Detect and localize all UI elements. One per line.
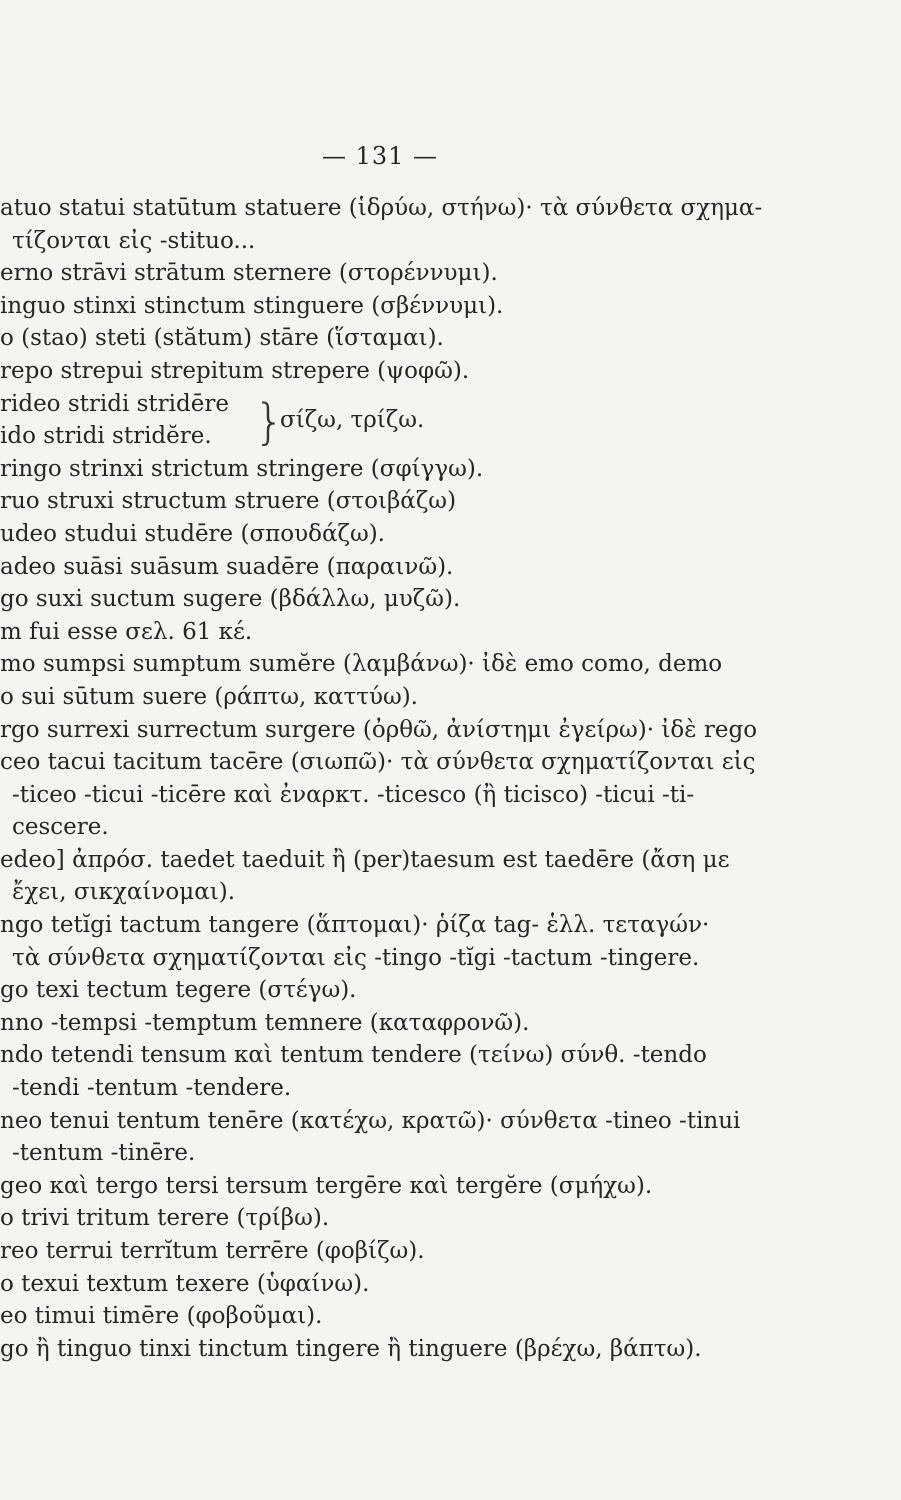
text-line: inguo stinxi stinctum stinguere (σβέννυμι).: [0, 292, 504, 319]
text-line: repo strepui strepitum strepere (ψοφῶ).: [0, 357, 470, 384]
text-line: τὰ σύνθετα σχηματίζονται εἰς -tingo -tĭgi -tactum -tingere.: [12, 944, 700, 971]
text-lines-top: [0, 192, 800, 388]
text-line: o sui sūtum suere (ράπτω, καττύω).: [0, 683, 418, 710]
text-line: edeo] ἀπρόσ. taedet taeduit ἢ (per)taesum est taedēre (ἄση με: [0, 846, 730, 873]
brace-gloss: σίζω, τρίζω.: [280, 406, 425, 433]
page-number: — 131 —: [321, 142, 439, 170]
text-line: eo timui timēre (φοβοῦμαι).: [0, 1303, 323, 1330]
text-line: adeo suāsi suāsum suadēre (παραινῶ).: [0, 553, 454, 580]
text-line: erno strāvi strātum sternere (στορέννυμι).: [0, 260, 498, 287]
text-line: o (stao) steti (stătum) stāre (ἵσταμαι).: [0, 325, 444, 352]
text-body: [0, 192, 800, 1365]
text-line: ndo tetendi tensum καὶ tentum tendere (τείνω) σύνθ. -tendo: [0, 1042, 707, 1069]
text-line: atuo statui statūtum statuere (ἱδρύω, στήνω)· τὰ σύνθετα σχημα-: [0, 195, 763, 221]
text-line: neo tenui tentum tenēre (κατέχω, κρατῶ)· σύνθετα -tineo -tinui: [0, 1107, 741, 1134]
text-line: nno -tempsi -temptum temnere (καταφρονῶ).: [0, 1009, 530, 1036]
text-line: ido stridi stridĕre.: [0, 423, 212, 450]
text-line: reo terrui terrĭtum terrēre (φοβίζω).: [0, 1238, 425, 1264]
text-line: ceo tacui tacitum tacēre (σιωπῶ)· τὰ σύνθετα σχηματίζονται εἰς: [0, 749, 756, 776]
text-line: mo sumpsi sumptum sumĕre (λαμβάνω)· ἰδὲ emo como, demo: [0, 651, 723, 678]
text-line: go ἢ tinguo tinxi tinctum tingere ἢ tinguere (βρέχω, βάπτω).: [0, 1335, 702, 1362]
text-line: rgo surrexi surrectum surgere (ὀρθῶ, ἀνίστημι ἐγείρω)· ἰδὲ rego: [0, 716, 758, 743]
text-line: o trivi tritum terere (τρίβω).: [0, 1205, 330, 1232]
curly-brace-icon: }: [254, 393, 285, 450]
text-line: ringo strinxi strictum stringere (σφίγγω).: [0, 455, 484, 482]
text-line: geo καὶ tergo tersi tersum tergēre καὶ tergĕre (σμήχω).: [0, 1172, 653, 1199]
text-line: τίζονται εἰς -stituo...: [12, 227, 256, 254]
text-line: udeo studui studēre (σπουδάζω).: [0, 520, 385, 547]
text-line: m fui esse σελ. 61 κέ.: [0, 618, 253, 645]
text-line: ruo struxi structum struere (στοιβάζω): [0, 488, 457, 515]
text-line: o texui textum texere (ὑφαίνω).: [0, 1270, 370, 1297]
text-line: ἔχει, σικχαίνομαι).: [12, 879, 236, 906]
text-line: -tendi -tentum -tendere.: [12, 1075, 292, 1102]
text-line: go texi tectum tegere (στέγω).: [0, 977, 357, 1004]
text-line: ngo tetĭgi tactum tangere (ἅπτομαι)· ῥίζα tag- ἑλλ. τεταγών·: [0, 912, 710, 939]
text-line: cescere.: [12, 814, 109, 841]
text-line: -tentum -tinēre.: [12, 1140, 196, 1167]
text-line: -ticeo -ticui -ticēre καὶ ἐναρκτ. -ticesco (ἢ ticisco) -ticui -ti-: [12, 781, 695, 808]
text-line: go suxi suctum sugere (βδάλλω, μυζῶ).: [0, 586, 461, 613]
brace-group: [0, 388, 800, 453]
text-lines-bottom: [0, 453, 800, 1366]
text-line: rideo stridi stridēre: [0, 390, 229, 417]
